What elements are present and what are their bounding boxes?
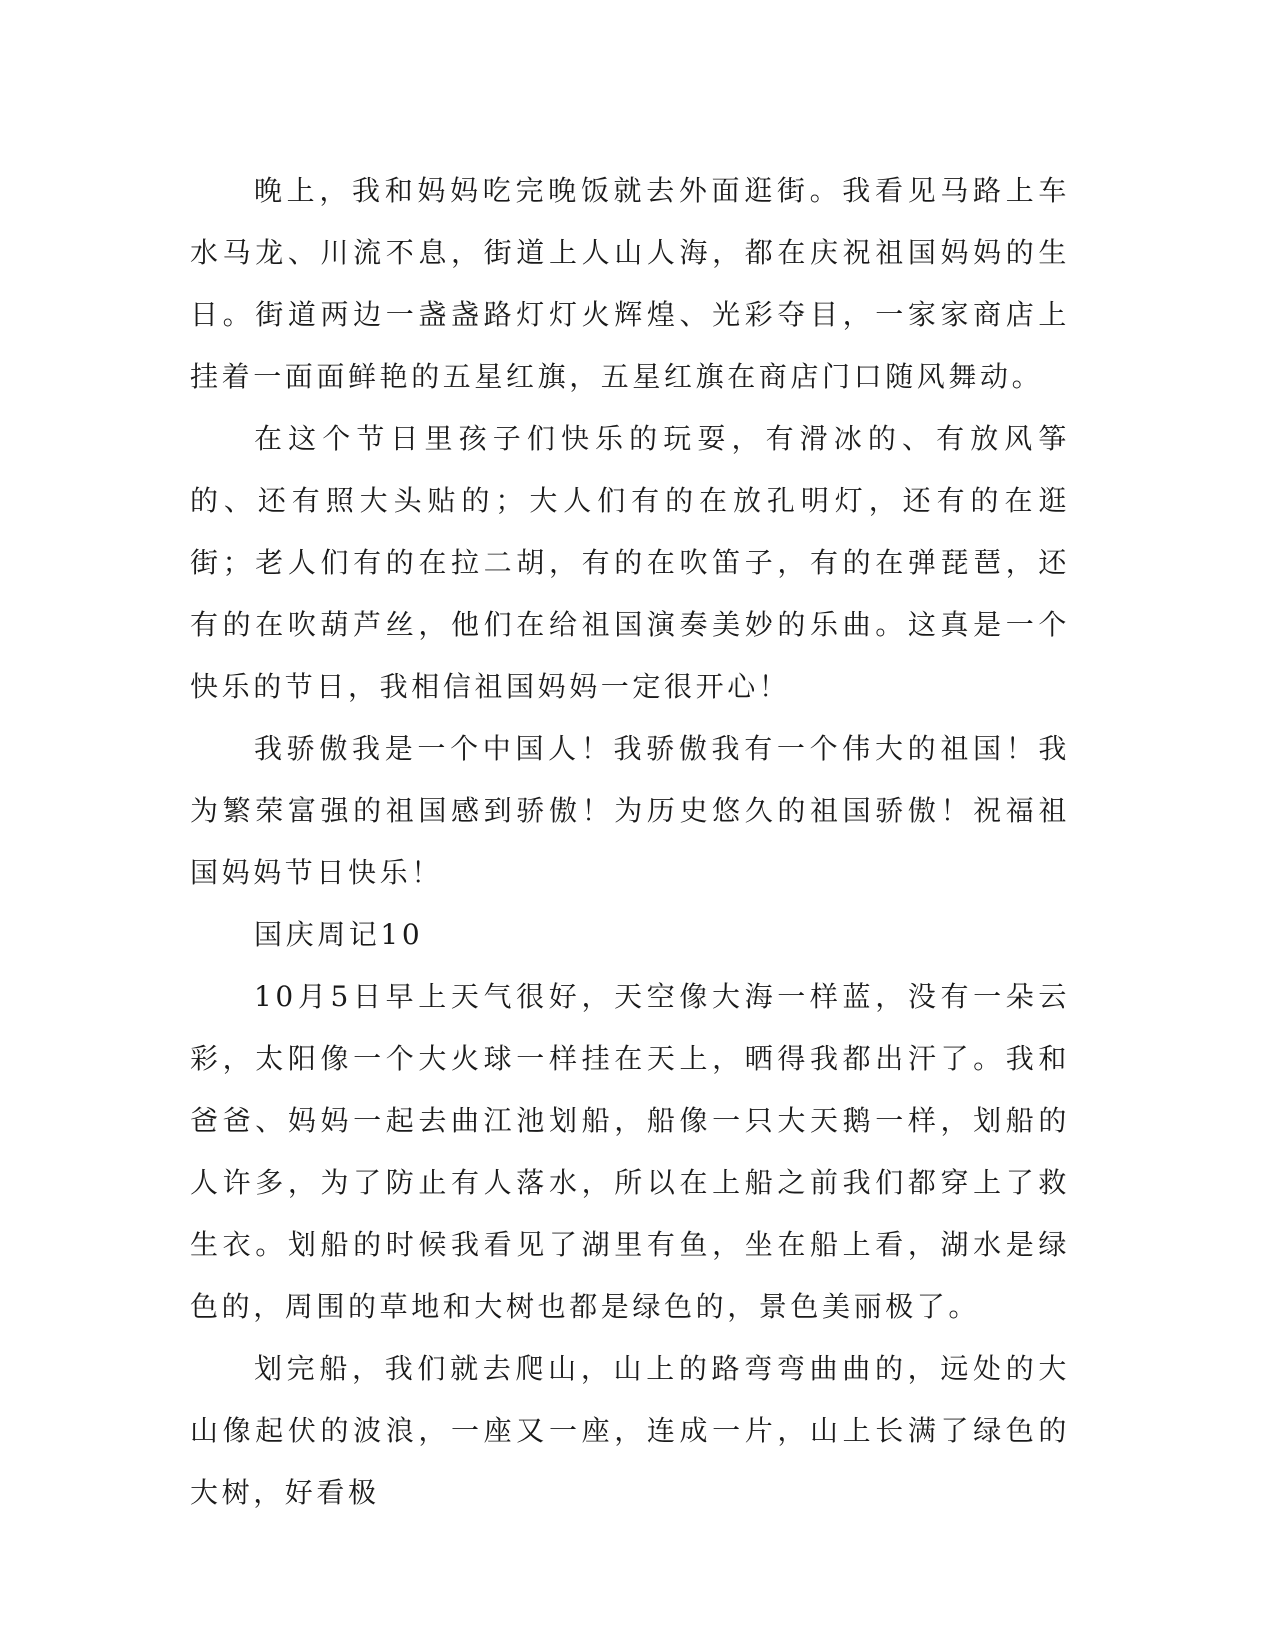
paragraph-evening-walk: 晚上，我和妈妈吃完晚饭就去外面逛街。我看见马路上车水马龙、川流不息，街道上人山人海，都在庆祝祖国妈妈的生日。街道两边一盏盏路灯灯火辉煌、光彩夺目，一家家商店上挂着一面面鲜艳的五星红旗，五星红旗在商店门口随风舞动。 [190,174,1070,393]
paragraph-mountain-climb: 划完船，我们就去爬山，山上的路弯弯曲曲的，远处的大山像起伏的波浪，一座又一座，连成一片，山上长满了绿色的大树，好看极 [190,1352,1070,1509]
paragraph-boating: 10月5日早上天气很好，天空像大海一样蓝，没有一朵云彩，太阳像一个大火球一样挂在天上，晒得我都出汗了。我和爸爸、妈妈一起去曲江池划船，船像一只大天鹅一样，划船的人许多，为了防止有人落水，所以在上船之前我们都穿上了救生衣。划船的时候我看见了湖里有鱼，坐在船上看，湖水是绿色的，周围的草地和大树也都是绿色的，景色美丽极了。 [190,980,1070,1323]
paragraph-pride: 我骄傲我是一个中国人！我骄傲我有一个伟大的祖国！我为繁荣富强的祖国感到骄傲！为历史悠久的祖国骄傲！祝福祖国妈妈节日快乐！ [190,732,1070,889]
document-body [190,160,1070,1524]
section-heading: 国庆周记10 [254,918,424,951]
paragraph-festival-activities: 在这个节日里孩子们快乐的玩耍，有滑冰的、有放风筝的、还有照大头贴的；大人们有的在放孔明灯，还有的在逛街；老人们有的在拉二胡，有的在吹笛子，有的在弹琵琶，还有的在吹葫芦丝，他们在给祖国演奏美妙的乐曲。这真是一个快乐的节日，我相信祖国妈妈一定很开心！ [190,422,1070,703]
